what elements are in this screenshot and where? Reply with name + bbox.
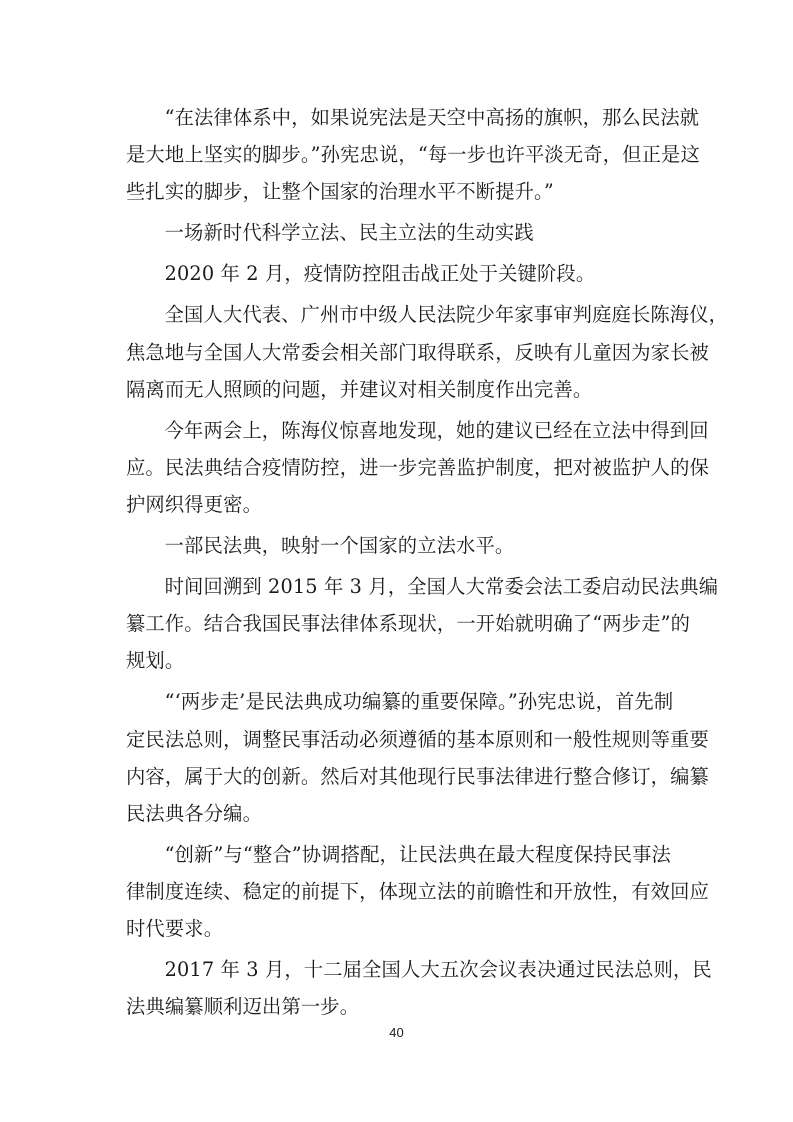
text-line: 一场新时代科学立法、民主立法的生动实践 bbox=[164, 221, 534, 245]
paragraph bbox=[126, 836, 709, 947]
paragraph bbox=[126, 412, 709, 523]
paragraph bbox=[126, 296, 729, 407]
text-line: 是大地上坚实的脚步。”孙宪忠说，“每一步也许平淡无奇，但正是这 bbox=[126, 143, 700, 167]
text-line: 时代要求。 bbox=[126, 916, 224, 940]
paragraph bbox=[126, 214, 671, 251]
text-line: “‘两步走’是民法典成功编纂的重要保障。”孙宪忠说，首先制 bbox=[164, 690, 674, 714]
text-line: 护网织得更密。 bbox=[126, 492, 263, 516]
text-line: 全国人大代表、广州市中级人民法院少年家事审判庭庭长陈海仪， bbox=[164, 303, 729, 327]
paragraph bbox=[126, 255, 671, 292]
paragraph bbox=[126, 527, 671, 564]
text-line: 2020 年 2 月，疫情防控阻击战正处于关键阶段。 bbox=[164, 262, 596, 286]
page-number: 40 bbox=[389, 1025, 404, 1040]
text-line: 定民法总则，调整民事活动必须遵循的基本原则和一般性规则等重要 bbox=[126, 727, 709, 751]
text-line: 今年两会上，陈海仪惊喜地发现，她的建议已经在立法中得到回 bbox=[164, 418, 709, 442]
text-line: “创新”与“整合”协调搭配，让民法典在最大程度保持民事法 bbox=[164, 842, 671, 866]
paragraph bbox=[126, 683, 709, 831]
paragraph bbox=[126, 568, 719, 679]
text-line: 律制度连续、稳定的前提下，体现立法的前瞻性和开放性，有效回应 bbox=[126, 879, 709, 903]
paragraph bbox=[126, 99, 700, 210]
paragraph bbox=[126, 951, 712, 1025]
text-line: 法典编纂顺利迈出第一步。 bbox=[126, 995, 360, 1019]
text-line: 规划。 bbox=[126, 649, 185, 673]
text-line: 2017 年 3 月，十二届全国人大五次会议表决通过民法总则，民 bbox=[164, 958, 712, 982]
text-line: 纂工作。结合我国民事法律体系现状，一开始就明确了“两步走”的 bbox=[126, 612, 691, 636]
text-line: 隔离而无人照顾的问题，并建议对相关制度作出完善。 bbox=[126, 377, 593, 401]
text-line: 些扎实的脚步，让整个国家的治理水平不断提升。” bbox=[126, 180, 554, 204]
text-line: 应。民法典结合疫情防控，进一步完善监护制度，把对被监护人的保 bbox=[126, 455, 709, 479]
text-line: 内容，属于大的创新。然后对其他现行民事法律进行整合修订，编纂 bbox=[126, 764, 709, 788]
text-line: 民法典各分编。 bbox=[126, 801, 263, 825]
text-line: 焦急地与全国人大常委会相关部门取得联系，反映有儿童因为家长被 bbox=[126, 340, 709, 364]
text-line: 时间回溯到 2015 年 3 月，全国人大常委会法工委启动民法典编 bbox=[164, 575, 719, 599]
text-line: “在法律体系中，如果说宪法是天空中高扬的旗帜，那么民法就 bbox=[164, 106, 700, 129]
body-text bbox=[126, 99, 729, 1029]
text-line: 一部民法典，映射一个国家的立法水平。 bbox=[164, 534, 515, 558]
